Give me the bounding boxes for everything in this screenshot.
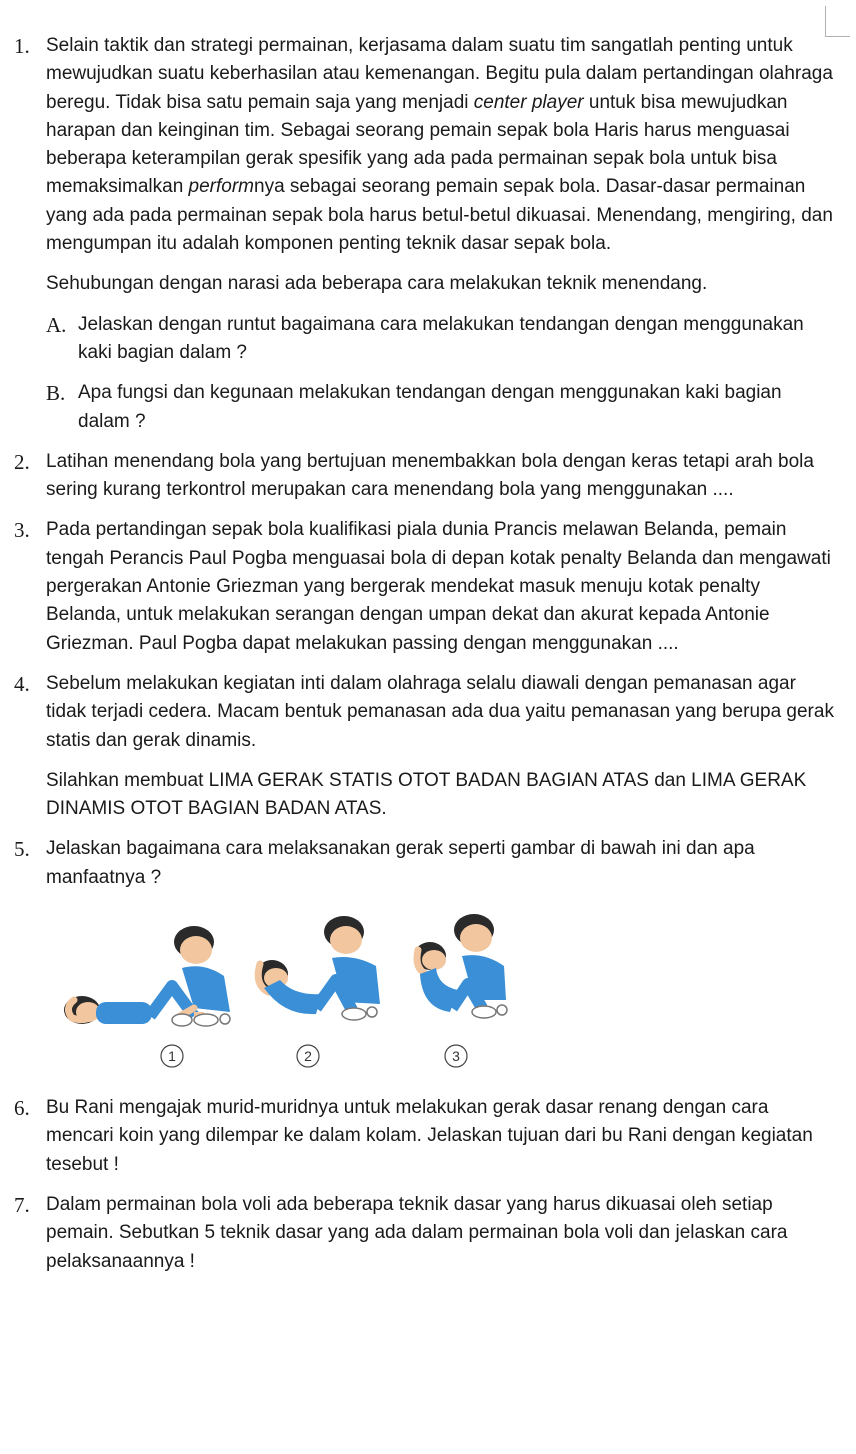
question-1 (14, 32, 834, 258)
sub-question-text: Apa fungsi dan kegunaan melakukan tendangan dengan menggunakan kaki bagian dalam ? (78, 382, 782, 432)
question-2 (14, 448, 834, 505)
question-6-text: Bu Rani mengajak murid-muridnya untuk melakukan gerak dasar renang dengan cara mencari koin yang dilempar ke dalam kolam. Jelaskan tujuan dari bu Rani dengan kegiatan tesebut ! (46, 1097, 813, 1175)
figure-2-rising (256, 916, 380, 1020)
question-3-text: Pada pertandingan sepak bola kualifikasi piala dunia Prancis melawan Belanda, pemain tengah Perancis Paul Pogba menguasai bola di depan kotak penalty Belanda dan mengawati pergerakan Antonie Griezman yang bergerak mendekat masuk menuju kotak penalty Belanda, untuk melakukan serangan dengan umpan dekat dan akurat kepada Antonie Griezman. Paul Pogba dapat melakukan passing dengan menggunakan .... (46, 519, 831, 654)
figure-label-3 (445, 1045, 467, 1067)
sub-letter: A. (46, 312, 67, 337)
figure-3-up (414, 914, 507, 1018)
question-1-sub-a (14, 311, 834, 368)
sit-up-figure (14, 904, 834, 1082)
figure-1-lying (64, 926, 230, 1026)
figure-label-2 (297, 1045, 319, 1067)
question-number: 3. (14, 518, 30, 543)
question-1-sub-b (14, 379, 834, 436)
question-number: 6. (14, 1096, 30, 1121)
svg-text:1: 1 (168, 1048, 176, 1065)
question-number: 5. (14, 837, 30, 862)
svg-text:3: 3 (452, 1048, 460, 1065)
question-number: 2. (14, 449, 30, 474)
question-7-text: Dalam permainan bola voli ada beberapa teknik dasar yang harus dikuasai oleh setiap pemain. Sebutkan 5 teknik dasar yang ada dalam permainan bola voli dan jelaskan cara pelaksanaannya ! (46, 1193, 788, 1272)
question-5-text: Jelaskan bagaimana cara melaksanakan gerak seperti gambar di bawah ini dan apa manfaatnya ? (46, 838, 755, 888)
question-6 (14, 1094, 834, 1179)
question-number: 7. (14, 1192, 30, 1217)
question-4-instruction: Silahkan membuat LIMA GERAK STATIS OTOT BADAN BAGIAN ATAS dan LIMA GERAK DINAMIS OTOT BAGIAN BADAN ATAS. (46, 769, 807, 820)
question-number: 1. (14, 34, 30, 58)
document-body (14, 32, 834, 1276)
sub-letter: B. (46, 381, 66, 406)
sit-up-illustration (54, 904, 514, 1082)
figure-label-1 (161, 1045, 183, 1067)
question-1-connector: Sehubungan dengan narasi ada beberapa cara melakukan teknik menendang. (46, 273, 708, 295)
question-7 (14, 1191, 834, 1276)
question-1-text: Selain taktik dan strategi permainan, kerjasama dalam suatu tim sangatlah penting untuk mewujudkan suatu keberhasilan atau kemenangan. Begitu pula dalam pertandingan olahraga beregu. Tidak bisa satu pemain saja yang menjadi center player untuk bisa mewujudkan harapan dan keinginan tim. Sebagai seorang pemain sepak bola Haris harus menguasai beberapa keterampilan gerak spesifik yang ada pada permainan sepak bola untuk bisa memaksimalkan performnya sebagai seorang pemain sepak bola. Dasar-dasar permainan yang ada pada permainan sepak bola harus betul-betul dikuasai. Menendang, mengiring, dan mengumpan itu adalah komponen penting teknik dasar sepak bola. (46, 35, 833, 255)
question-2-text: Latihan menendang bola yang bertujuan menembakkan bola dengan keras tetapi arah bola sering kurang terkontrol merupakan cara menendang bola yang menggunakan .... (46, 450, 814, 501)
sub-question-text: Jelaskan dengan runtut bagaimana cara melakukan tendangan dengan menggunakan kaki bagian dalam ? (78, 313, 804, 363)
question-number: 4. (14, 671, 30, 696)
question-4-text: Sebelum melakukan kegiatan inti dalam olahraga selalu diawali dengan pemanasan agar tidak terjadi cedera. Macam bentuk pemanasan ada dua yaitu pemanasan yang berupa gerak statis dan gerak dinamis. (46, 672, 834, 751)
question-3 (14, 516, 834, 657)
svg-text:2: 2 (304, 1048, 312, 1065)
question-4 (14, 670, 834, 755)
question-5 (14, 835, 834, 892)
